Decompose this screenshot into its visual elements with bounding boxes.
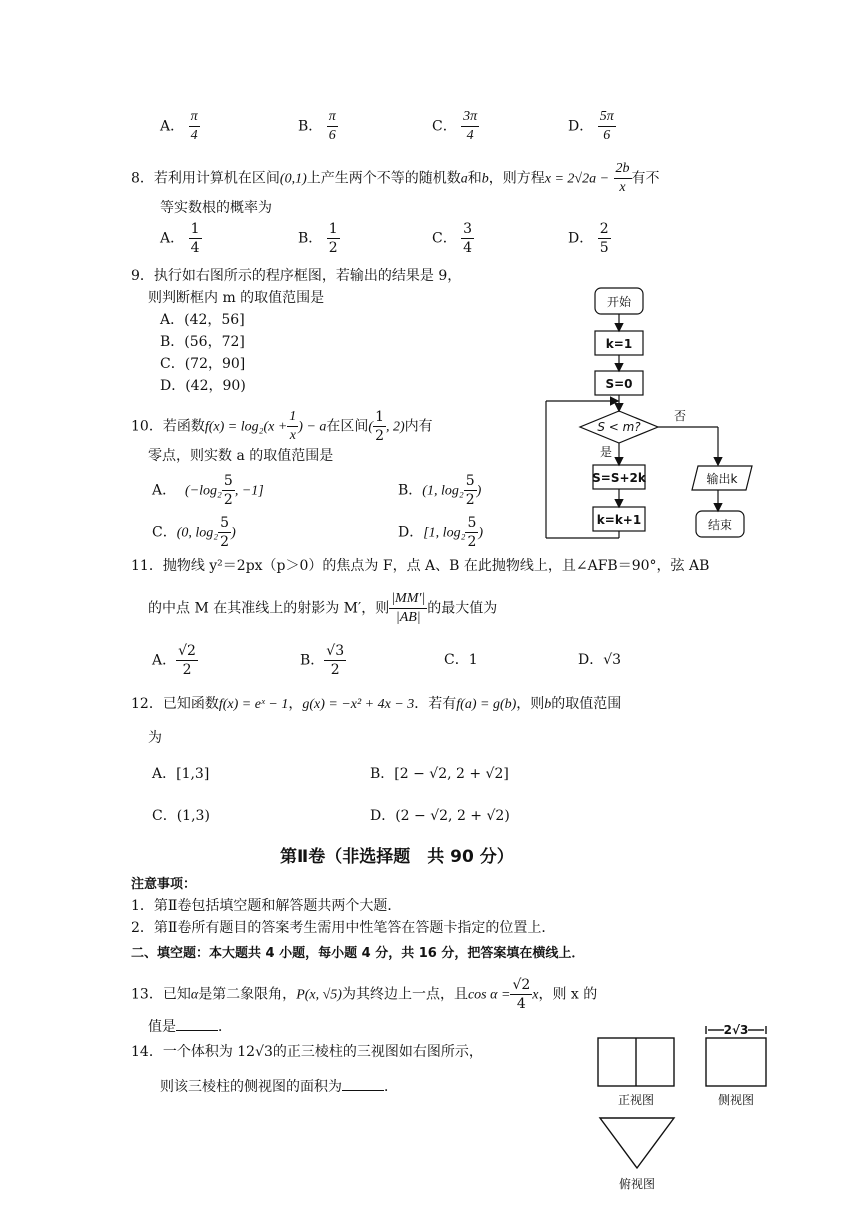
flowchart-k-init-label: k=1 (605, 337, 633, 351)
flowchart-condition-label: S < m? (597, 420, 641, 434)
q9-option-c: C．(72，90] (160, 356, 246, 372)
q12-option-a: A．[1,3] (152, 766, 210, 782)
q7-option-a: A． $\frac{\pi}{4}$ (160, 109, 198, 143)
q8-option-b: B． $\frac{1}{2}$ (298, 221, 338, 256)
top-view-caption: 俯视图 (618, 1177, 656, 1191)
top-view (600, 1118, 674, 1168)
q12-option-c: C．(1,3) (152, 808, 210, 824)
side-view (706, 1038, 766, 1086)
q10-option-d: D．[1, log₂ $\frac{5}{2}$ ) (398, 515, 484, 550)
q10-stem-line2: 零点，则实数 a 的取值范围是 (148, 448, 334, 464)
q7-option-c: C． $\frac{3\pi}{4}$ (432, 109, 478, 143)
q11-stem: 11．抛物线 y²＝2px（p＞0）的焦点为 F，点 A、B 在此抛物线上，且∠AFB＝90°，弦 AB (131, 558, 710, 574)
q11-option-b: B． $\frac{√3}{2}$ (300, 643, 345, 678)
front-view-caption: 正视图 (617, 1093, 655, 1107)
q11-option-d: D．√3 (578, 652, 622, 668)
flowchart-s-init-label: S=0 (605, 377, 633, 391)
q7-option-b: B． $\frac{\pi}{6}$ (298, 109, 336, 143)
flowchart-diagram (540, 284, 780, 544)
q10-option-b: B．(1, log₂ $\frac{5}{2}$ ) (398, 473, 482, 508)
q8-stem-line2: 等实数根的概率为 (160, 200, 272, 216)
q13-stem: 13．已知α是第二象限角，P(x, √5)为其终边上一点，且cos α = $\frac{√2}{4}$ x，则 x 的 (131, 977, 598, 1012)
flowchart-no-label: 否 (674, 409, 687, 423)
notice-heading: 注意事项： (131, 877, 197, 892)
flowchart-output-label: 输出k (706, 472, 738, 486)
q9-option-a: A．(42，56] (160, 312, 245, 328)
three-views-diagram (590, 1024, 790, 1199)
q8-stem: 8．若利用计算机在区间(0,1)上产生两个不等的随机数a和b，则方程x = 2√2a − $\frac{2b}{x}$ 有不 (131, 161, 660, 195)
q7-option-d: D． $\frac{5\pi}{6}$ (568, 109, 614, 143)
q10-option-a: A． (−log₂ $\frac{5}{2}$ , −1] (152, 473, 264, 508)
q12-option-b: B．[2 − √2, 2 + √2] (370, 766, 509, 782)
q12-stem-line2: 为 (148, 730, 162, 746)
section-heading: 二、填空题：本大题共 4 小题，每小题 4 分，共 16 分，把答案填在横线上． (131, 946, 585, 961)
q9-stem-line2: 则判断框内 m 的取值范围是 (148, 290, 325, 306)
q10-stem: 10．若函数f(x) = log₂(x + $\frac{1}{x}$ ) − a在区间( $\frac{1}{2}$ , 2)内有 (131, 409, 433, 444)
q12-option-d: D．(2 − √2, 2 + √2) (370, 808, 510, 824)
q8-option-a: A． $\frac{1}{4}$ (160, 221, 200, 256)
q9-option-b: B．(56，72] (160, 334, 245, 350)
part2-title: 第Ⅱ卷（非选择题 共 90 分） (280, 847, 514, 867)
flowchart-update-s-label: S=S+2k (592, 471, 646, 485)
q13-stem-line2: 值是 ． (148, 1016, 232, 1037)
q14-stem-line2: 则该三棱柱的侧视图的面积为 ． (160, 1076, 398, 1097)
flowchart-yes-label: 是 (600, 445, 613, 459)
q11-option-c: C．1 (444, 652, 478, 668)
q13-answer-blank (176, 1016, 218, 1031)
q8-option-d: D． $\frac{2}{5}$ (568, 221, 609, 256)
q8-option-c: C． $\frac{3}{4}$ (432, 221, 473, 256)
q14-stem: 14．一个体积为 12√3的正三棱柱的三视图如右图所示， (131, 1044, 483, 1060)
q9-option-d: D．(42，90) (160, 378, 246, 394)
flowchart-update-k-label: k=k+1 (596, 513, 642, 527)
flowchart-end-label: 结束 (707, 518, 733, 532)
q14-answer-blank (342, 1076, 384, 1091)
side-view-dimension: 2√3 (723, 1024, 749, 1037)
q11-option-a: A． $\frac{√2}{2}$ (152, 643, 196, 678)
notice-item-1: 1．第Ⅱ卷包括填空题和解答题共两个大题． (131, 898, 402, 914)
notice-item-2: 2．第Ⅱ卷所有题目的答案考生需用中性笔答在答题卡指定的位置上． (131, 920, 556, 936)
q12-stem: 12．已知函数f(x) = eˣ − 1，g(x) = −x² + 4x − 3．若有f(a) = g(b)，则b的取值范围 (131, 696, 622, 712)
flowchart-start-label: 开始 (606, 295, 632, 309)
side-view-caption: 侧视图 (717, 1093, 755, 1107)
q9-stem: 9．执行如右图所示的程序框图，若输出的结果是 9， (131, 268, 462, 284)
q11-stem-line2: 的中点 M 在其准线上的射影为 M′，则 $\frac{|MM'|}{|AB|}$ 的最大值为 (148, 591, 498, 625)
q10-option-c: C．(0, log₂ $\frac{5}{2}$ ) (152, 515, 236, 550)
